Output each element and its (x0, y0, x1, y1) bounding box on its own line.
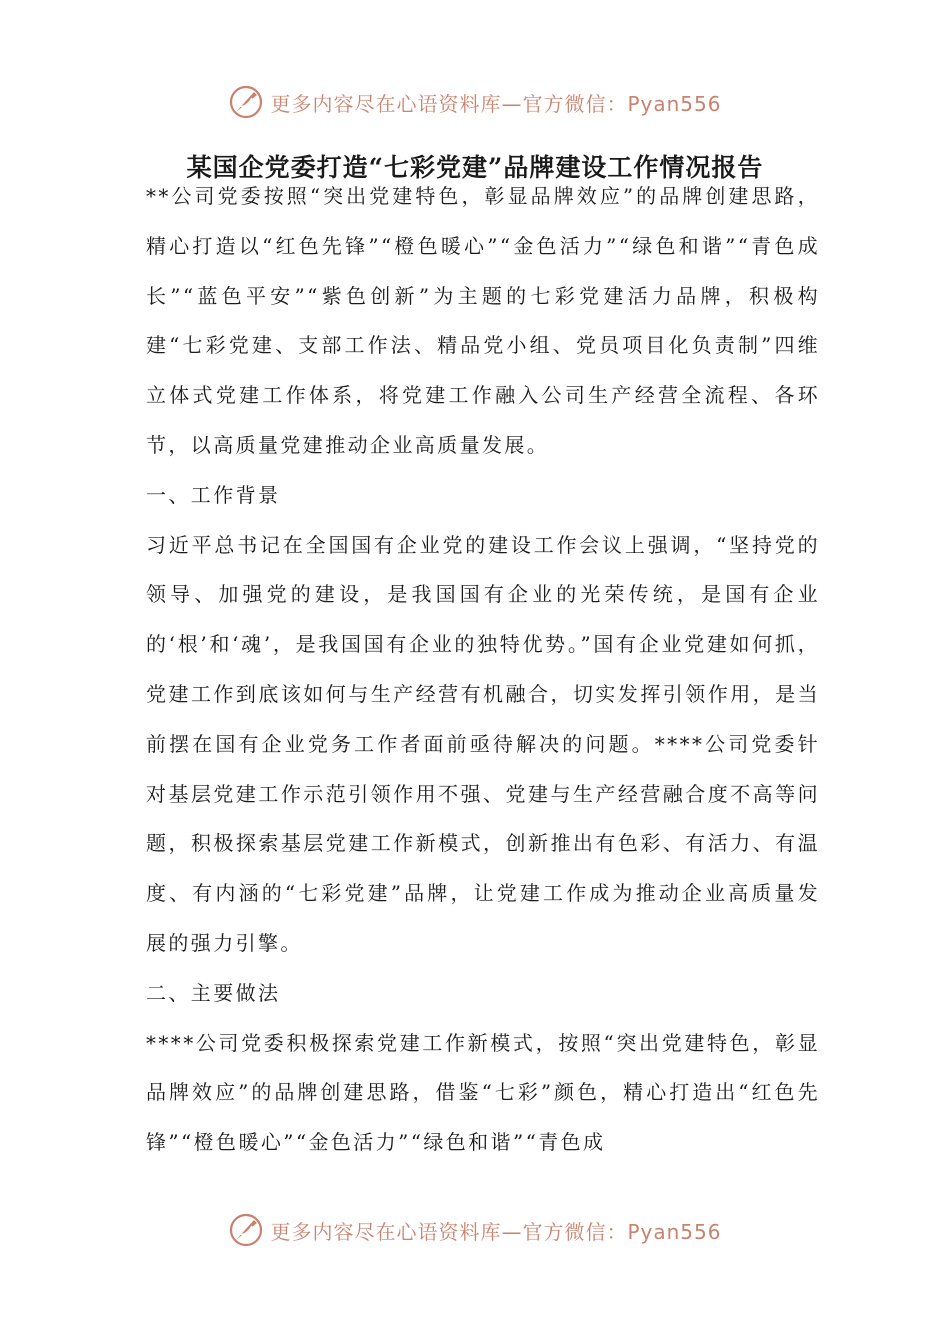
background-paragraph: 习近平总书记在全国国有企业党的建设工作会议上强调，“坚持党的领导、加强党的建设，是我国国有企业的光荣传统，是国有企业的‘根’和‘魂’，是我国国有企业的独特优势。”国有企业党建如何抓，党建工作到底该如何与生产经营有机融合，切实发挥引领作用，是当前摆在国有企业党务工作者面前亟待解决的问题。****公司党委针对基层党建工作示范引领作用不强、党建与生产经营融合度不高等问题，积极探索基层党建工作新模式，创新推出有色彩、有活力、有温度、有内涵的“七彩党建”品牌，让党建工作成为推动企业高质量发展的强力引擎。 (146, 532, 820, 955)
watermark-text: 更多内容尽在心语资料库—官方微信：Pyan556 (270, 1219, 722, 1244)
document-body (146, 172, 820, 1168)
watermark-footer (0, 1210, 950, 1250)
practices-paragraph: ****公司党委积极探索党建工作新模式，按照“突出党建特色，彰显品牌效应”的品牌创建思路，借鉴“七彩”颜色，精心打造出“红色先锋”“橙色暖心”“金色活力”“绿色和谐”“青色成 (146, 1030, 820, 1155)
section-heading-background: 一、工作背景 (146, 482, 281, 507)
quill-logo-icon (228, 84, 264, 120)
section-heading-practices: 二、主要做法 (146, 980, 281, 1005)
intro-paragraph: **公司党委按照“突出党建特色，彰显品牌效应”的品牌创建思路，精心打造以“红色先锋”“橙色暖心”“金色活力”“绿色和谐”“青色成长”“蓝色平安”“紫色创新”为主题的七彩党建活力品牌，积极构建“七彩党建、支部工作法、精品党小组、党员项目化负责制”四维立体式党建工作体系，将党建工作融入公司生产经营全流程、各环节，以高质量党建推动企业高质量发展。 (146, 184, 820, 457)
watermark-text: 更多内容尽在心语资料库—官方微信：Pyan556 (270, 91, 722, 116)
quill-logo-icon (228, 1212, 264, 1248)
watermark-header (0, 82, 950, 122)
document-title: 某国企党委打造“七彩党建”品牌建设工作情况报告 (186, 153, 764, 182)
